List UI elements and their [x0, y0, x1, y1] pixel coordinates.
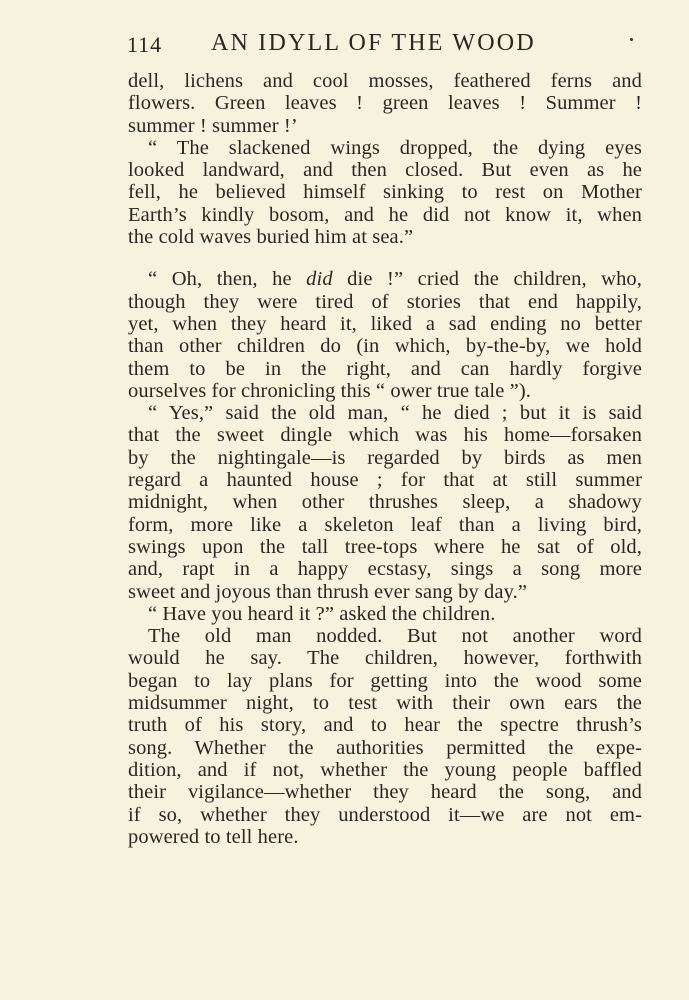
text-line: that the sweet dingle which was his home—forsaken	[128, 424, 642, 447]
text-line: The old man nodded. But not another word	[148, 625, 642, 648]
page-number: 114	[127, 32, 163, 57]
text-line: fell, he believed himself sinking to rest on Mother	[128, 181, 642, 204]
running-title: AN IDYLL OF THE WOOD	[211, 30, 536, 56]
text-line	[128, 268, 642, 290]
text-line: dition, and if not, whether the young people baffled	[128, 758, 642, 781]
text-segment: “ Oh, then, he	[148, 268, 307, 291]
text-line: midsummer night, to test with their own ears the	[128, 692, 642, 715]
emphasis-text: did	[306, 268, 333, 291]
text-line: powered to tell here.	[128, 825, 299, 848]
text-line: ourselves for chronicling this “ ower true tale ”).	[128, 379, 531, 402]
text-line: began to lay plans for getting into the wood some	[128, 669, 642, 692]
text-line: midnight, when other thrushes sleep, a shadowy	[128, 491, 642, 514]
text-segment: die !” cried the children, who,	[332, 268, 643, 291]
text-line: looked landward, and then closed. But even as he	[128, 159, 642, 182]
body-text	[128, 70, 642, 848]
text-line: yet, when they heard it, liked a sad ending no better	[128, 312, 642, 335]
text-line: swings upon the tall tree-tops where he sat of old,	[128, 535, 642, 558]
text-line: them to be in the right, and can hardly forgive	[128, 357, 642, 380]
text-line: though they were tired of stories that end happily,	[128, 290, 642, 313]
text-line: song. Whether the authorities permitted the expe-	[128, 736, 642, 759]
text-line: than other children do (in which, by-the-by, we hold	[128, 335, 642, 358]
text-line: truth of his story, and to hear the spectre thrush’s	[128, 714, 642, 737]
running-head	[127, 28, 642, 62]
text-line: dell, lichens and cool mosses, feathered ferns and	[128, 70, 642, 92]
text-line: by the nightingale—is regarded by birds as men	[128, 446, 642, 469]
text-line: flowers. Green leaves ! green leaves ! Summer !	[128, 92, 642, 115]
text-line: “ Have you heard it ?” asked the children.	[148, 602, 496, 625]
text-line: regard a haunted house ; for that at still summer	[128, 469, 642, 492]
text-line: sweet and joyous than thrush ever sang by day.”	[128, 580, 528, 603]
text-line: Earth’s kindly bosom, and he did not know it, when	[128, 203, 642, 226]
text-line: if so, whether they understood it—we are not em-	[128, 803, 642, 826]
text-line: the cold waves buried him at sea.”	[128, 226, 414, 249]
text-line: would he say. The children, however, forthwith	[128, 647, 642, 670]
text-line: and, rapt in a happy ecstasy, sings a song more	[128, 558, 642, 581]
text-line: summer ! summer !’	[128, 114, 298, 137]
print-speck	[630, 38, 633, 41]
text-line: “ The slackened wings dropped, the dying eyes	[148, 136, 642, 159]
text-line: their vigilance—whether they heard the song, and	[128, 781, 642, 804]
text-line: form, more like a skeleton leaf than a living bird,	[128, 513, 642, 536]
section-break	[128, 248, 642, 268]
text-line: “ Yes,” said the old man, “ he died ; but it is said	[148, 402, 642, 425]
